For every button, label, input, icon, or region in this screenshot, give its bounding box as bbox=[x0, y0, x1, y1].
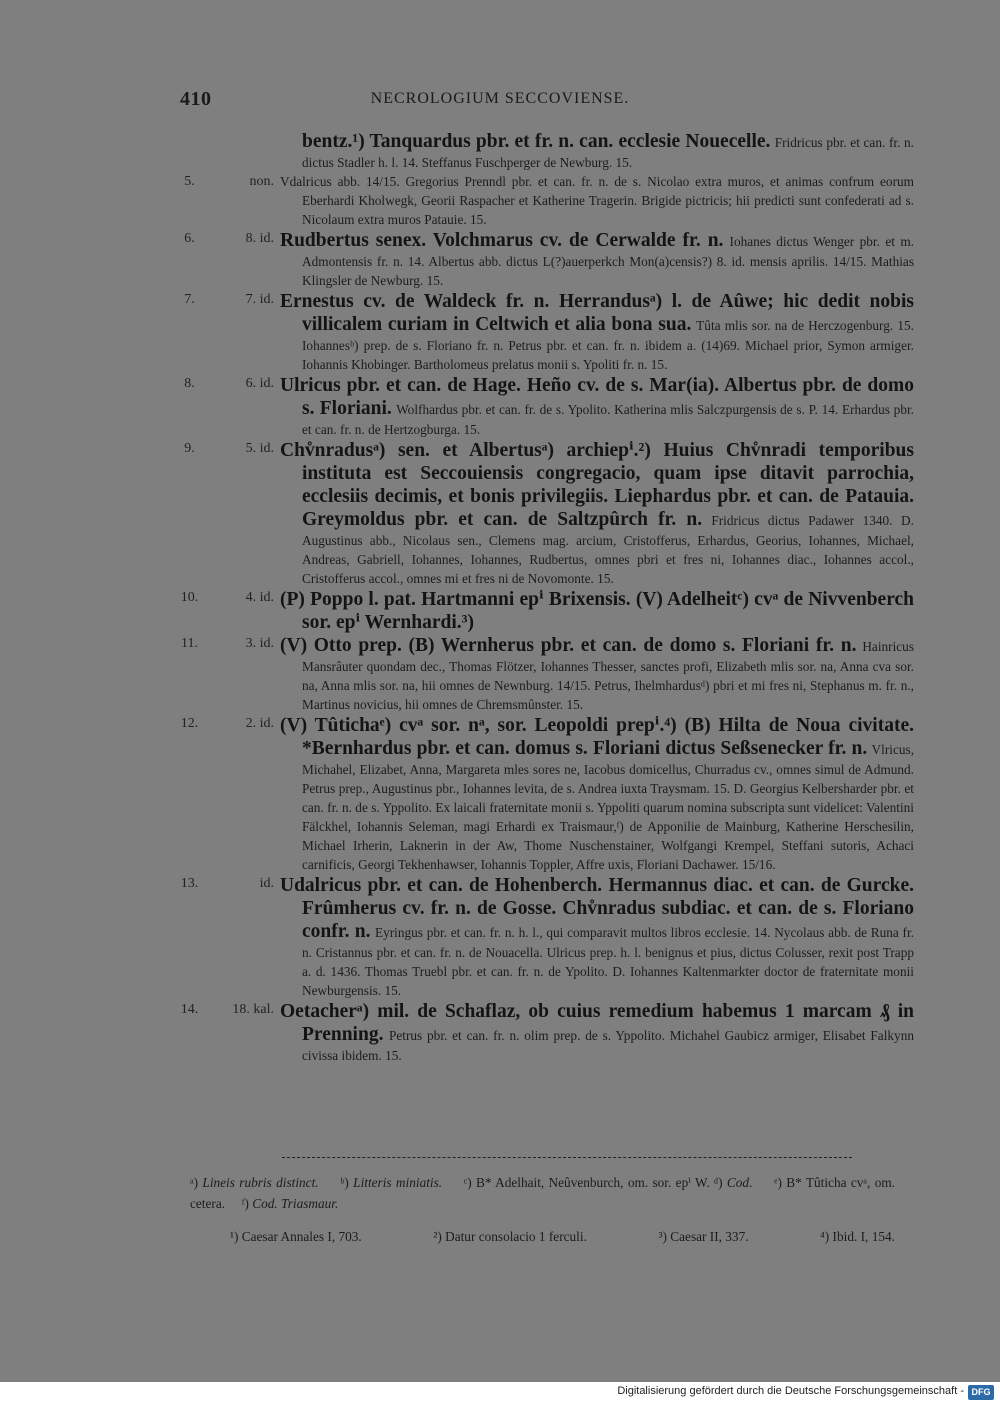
entry-later-text: Wolfhardus pbr. et can. fr. de s. Ypolito. Katherina mlis Salczpurgensis de s. P. 14. Erhardus pbr. et can. fr. n. de Hertzogburga. 15. bbox=[302, 402, 914, 437]
entry-number: 12. bbox=[180, 716, 199, 731]
entry-main-text: Ulricus pbr. et can. de Hage. Heño cv. de s. Mar(ia). Albertus pbr. de domo s. Floriani. bbox=[280, 375, 914, 419]
entry-later-text: Petrus pbr. et can. fr. n. olim prep. de s. Yppolito. Michahel Gaubicz armiger, Elisabet Falkynn civissa ibidem. 15. bbox=[302, 1028, 914, 1063]
entry-main-text: Chv̊nradusᵃ) sen. et Albertusᵃ) archiepⁱ.²) Huius Chv̊nradi temporibus instituta est Seccouiensis congregacio, quam ipse ditavit parrochia, ecclesiis decimis, et bonis privilegiis. Liephardus pbr. et can. de Patauia. Greymoldus pbr. et can. de Saltzpûrch fr. n. bbox=[280, 440, 914, 530]
entry-date: 3. id. bbox=[245, 636, 274, 651]
entry-later-text: Vlricus, Michahel, Elizabet, Anna, Margareta mles sores ne, Iacobus domicellus, Churradus cv., omnes simul de Admund. Petrus prep., Augustinus pbr., Iohannes levita, de s. Andrea iuxta Traysmam. 15. D. Georgius Kelbersharder pbr. et can. fr. n. de s. Yppolito. Ex laicali fraternitate monii s. Yppoliti quarum nomina subscripta sunt videlicet: Valentini Fälckhel, Iohannis Seleman, magi Erhardi ex Traismaur,ᶠ) de Apponilie de Mainburg, Katherine Herschesilin, Michael Irherin, Laknerin in der Aw, Thome Nuschenstainer, Wolfgangi Krempel, Steffani sutoris, Achaci carnificis, Georgi Tekhenhawser, Iohannis Toppler, Affre uxis, Floriani Dachawer. 15/16. bbox=[302, 742, 915, 872]
entry-main-text: Rudbertus senex. Volchmarus cv. de Cerwalde fr. n. bbox=[280, 230, 724, 251]
entry-number: 8. bbox=[184, 376, 195, 391]
page-number: 410 bbox=[180, 88, 212, 110]
entry-main-text: (V) Otto prep. (B) Wernherus pbr. et can. de domo s. Floriani fr. n. bbox=[280, 635, 857, 656]
entry-later-text: Fridricus dictus Padawer 1340. D. Augustinus abb., Nicolaus sen., Clemens mag. arcium, Cristofferus, Erhardus, Georius, Iohannes, Michael, Andreas, Gabriell, Iohannes, Iohannes, Rudbertus, omnes pbri et fres ni, Iohannes diac., Iohannes accol., Cristofferus accol., omnes mi et fres ni de Novomonte. 15. bbox=[302, 513, 914, 586]
entry-day-8 bbox=[0, 374, 1000, 439]
note-d: Cod. bbox=[726, 1175, 753, 1190]
entry-later-text: Vdalricus abb. 14/15. Gregorius Prenndl pbr. et can. fr. n. de s. Nicolao extra muros, et animas confrum eorum Eberhardi Kholwegk, Georii Raspacher et Katherine Tragerin. Brigide pictricis; hii predicti sunt confederati ad s. Nicolaum extra muros Patauie. 15. bbox=[280, 174, 914, 227]
entry-main-text: Ernestus cv. de Waldeck fr. n. Herrandusᵃ) l. de Aûwe; hic dedit nobis villicalem curiam in Celtwich et alia bona sua. bbox=[280, 291, 914, 335]
entry-number: 6. bbox=[184, 231, 195, 246]
entry-day-5 bbox=[0, 172, 1000, 229]
footnote-3: ³) Caesar II, 337. bbox=[658, 1229, 749, 1244]
entry-date: 8. id. bbox=[245, 231, 274, 246]
entry-day-6 bbox=[0, 229, 1000, 290]
note-b: Litteris miniatis. bbox=[353, 1175, 443, 1190]
entry-day-12 bbox=[0, 714, 1000, 874]
entry-day-7 bbox=[0, 290, 1000, 374]
necrology-entries bbox=[0, 130, 1000, 1065]
note-e: B* Tûticha cvᵃ, om. cetera. bbox=[190, 1175, 896, 1211]
entry-number: 9. bbox=[184, 441, 195, 456]
entry-main-text: Oetacherᵃ) mil. de Schaflaz, ob cuius remedium habemus 1 marcam ₰ in Prenning. bbox=[280, 1001, 914, 1045]
entry-date: 6. id. bbox=[245, 376, 274, 391]
entry-continuation bbox=[0, 130, 1000, 172]
note-a: Lineis rubris distinct. bbox=[202, 1175, 319, 1190]
entry-date: 4. id. bbox=[245, 590, 274, 605]
entry-day-13 bbox=[0, 874, 1000, 1000]
entry-number: 5. bbox=[184, 174, 195, 189]
entry-later-text: Eyringus pbr. et can. fr. n. h. l., qui comparavit multos libros ecclesie. 14. Nycolaus abb. de Runa fr. n. Cristannus pbr. et can. fr. n. de Nouacella. Ulricus prep. h. l. benignus et pius, dictus Colusser, rexit post Trapp a. d. 1436. Thomas Truebl pbr. et can. fr. n. de Ypolito. D. Iohannes Kaltenmarkter doctor de fraternitate monii Newburgensis. 15. bbox=[302, 925, 915, 998]
entry-date: 18. kal. bbox=[232, 1002, 274, 1017]
entry-day-9 bbox=[0, 439, 1000, 588]
footnote-1: ¹) Caesar Annales I, 703. bbox=[230, 1229, 362, 1244]
footnote-2: ²) Datur consolacio 1 ferculi. bbox=[433, 1229, 587, 1244]
note-b-mark: ᵇ) bbox=[340, 1175, 349, 1190]
digitization-footer bbox=[0, 1382, 1000, 1404]
footnote-divider bbox=[282, 1157, 852, 1158]
entry-number: 11. bbox=[181, 636, 198, 651]
note-a-mark: ᵃ) bbox=[190, 1175, 199, 1190]
note-e-mark: ᵉ) bbox=[774, 1175, 782, 1190]
entry-main-text: (V) Tûtichaᵉ) cvᵃ sor. nᵃ, sor. Leopoldi prepⁱ.⁴) (B) Hilta de Noua civitate. *Bernhardus pbr. et can. domus s. Floriani dictus Seßsenecker fr. n. bbox=[280, 715, 914, 759]
entry-main-text: (P) Poppo l. pat. Hartmanni epⁱ Brixensis. (V) Adelheitᶜ) cvᵃ de Nivvenberch sor. epⁱ Wernhardi.³) bbox=[280, 589, 914, 633]
footnotes bbox=[230, 1227, 895, 1247]
page-header bbox=[0, 88, 1000, 118]
note-d-mark: ᵈ) bbox=[713, 1175, 723, 1190]
note-f-mark: ᶠ) bbox=[241, 1196, 249, 1211]
entry-date: 2. id. bbox=[245, 716, 274, 731]
entry-day-10 bbox=[0, 588, 1000, 634]
entry-date: non. bbox=[249, 174, 274, 189]
entry-date: 5. id. bbox=[245, 441, 274, 456]
entry-number: 14. bbox=[180, 1002, 199, 1017]
dfg-logo: DFG bbox=[968, 1385, 994, 1400]
footnote-4: ⁴) Ibid. I, 154. bbox=[820, 1229, 895, 1244]
entry-later-text: Hainricus Mansrâuter quondam dec., Thomas Flötzer, Iohannes Thesser, sanctes profi, Elizabeth mlis sor. na, Anna cva sor. na, Anna mlis sor. na, hii omnes de Newnburg. 14/15. Petrus, Ihelmhardusᵈ) pbri et mi fres ni, Stephanus m. fr. n., Martinus novicius, hii omnes de Chremsmûnster. 15. bbox=[302, 639, 915, 712]
critical-apparatus bbox=[190, 1172, 895, 1214]
entry-number: 10. bbox=[180, 590, 199, 605]
entry-later-text: Tûta mlis sor. na de Herczogenburg. 15. Iohannesᵇ) prep. de s. Floriano fr. n. Petrus pbr. et can. fr. n. ibidem a. (14)69. Michael prior, Symon armiger. Iohannis Khobinger. Bartholomeus prelatus monii s. Ypoliti fr. n. 15. bbox=[302, 318, 915, 372]
entry-main-text: bentz.¹) Tanquardus pbr. et fr. n. can. ecclesie Nouecelle. bbox=[302, 131, 771, 152]
note-f: Cod. Triasmaur. bbox=[252, 1196, 339, 1211]
entry-number: 13. bbox=[180, 876, 199, 891]
entry-later-text: Iohanes dictus Wenger pbr. et m. Admontensis fr. n. 14. Albertus abb. dictus L(?)auerperkch Mon(a)censis?) 8. id. mensis aprilis. 14/15. Mathias Klingsler de Newburg. 15. bbox=[302, 234, 915, 288]
entry-date: id. bbox=[259, 876, 274, 891]
note-c-mark: ᶜ) bbox=[463, 1175, 472, 1190]
funding-notice: Digitalisierung gefördert durch die Deutsche Forschungsgemeinschaft - bbox=[617, 1385, 964, 1397]
running-title: NECROLOGIUM SECCOVIENSE. bbox=[370, 90, 630, 107]
entry-main-text: Udalricus pbr. et can. de Hohenberch. Hermannus diac. et can. de Gurcke. Frûmherus cv. fr. n. de Gosse. Chv̊nradus subdiac. et can. de s. Floriano confr. n. bbox=[280, 875, 914, 942]
entry-later-text: Fridricus pbr. et can. fr. n. dictus Stadler h. l. 14. Steffanus Fuschperger de Newburg. 15. bbox=[302, 135, 914, 170]
entry-day-14 bbox=[0, 1000, 1000, 1065]
note-c: B* Adelhait, Neûvenburch, om. sor. epⁱ W. bbox=[475, 1175, 710, 1190]
entry-day-11 bbox=[0, 634, 1000, 714]
entry-date: 7. id. bbox=[245, 292, 274, 307]
entry-number: 7. bbox=[184, 292, 195, 307]
